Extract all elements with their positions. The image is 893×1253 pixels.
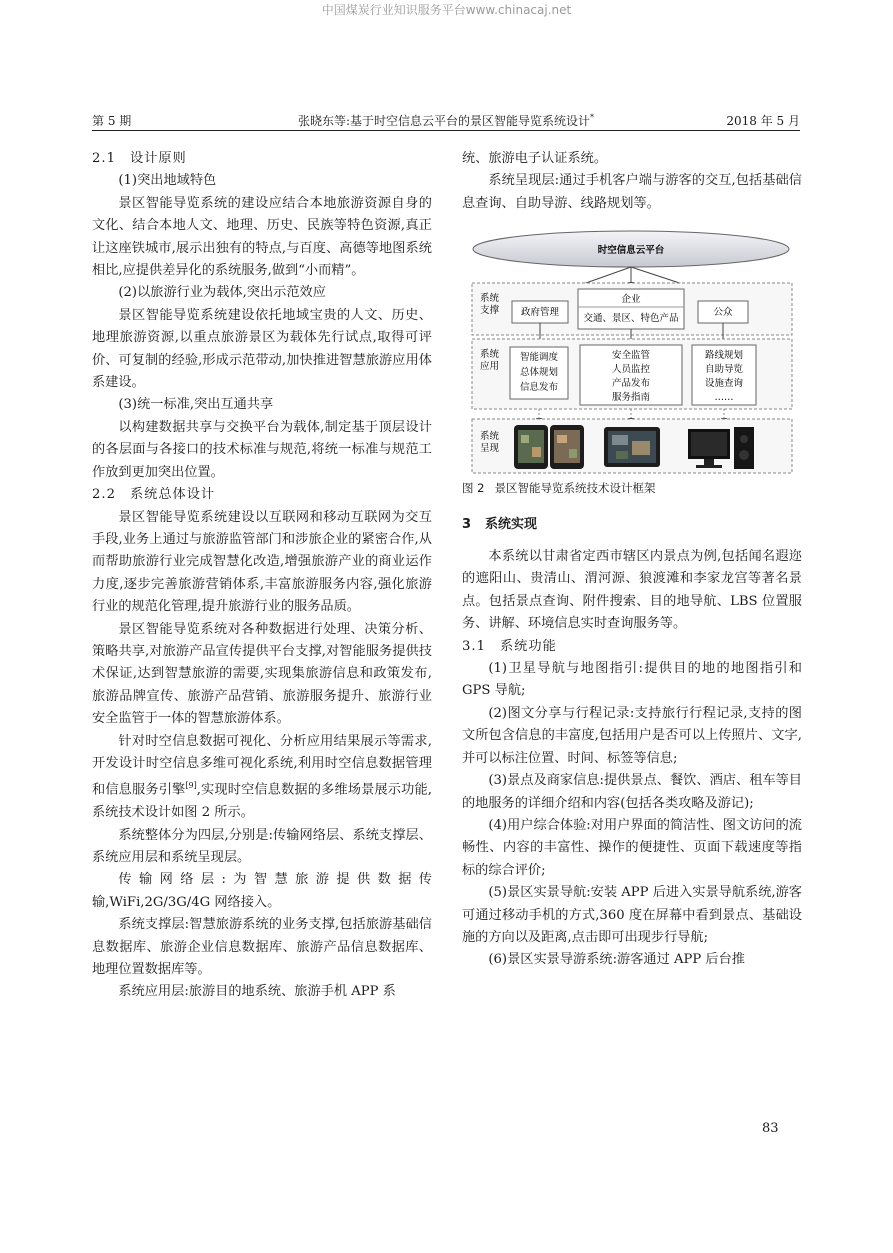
layer-label-support: 系统 xyxy=(480,293,500,305)
paragraph: (1)卫星导航与地图指引:提供目的地的地图指引和 GPS 导航; xyxy=(462,661,802,699)
layer-label-app: 应用 xyxy=(480,361,500,373)
app-item: 设施查询 xyxy=(704,378,744,390)
layer-label-support: 支撑 xyxy=(480,305,500,317)
paragraph: 景区智能导览系统建设依托地域宝贵的人文、历史、地理旅游资源,以重点旅游景区为载体先行试点,取得可评价、可复制的经验,形成示范带动,加快推进智慧旅游应用体系建设。 xyxy=(92,307,432,391)
app-item: 信息发布 xyxy=(519,382,559,394)
paragraph: (2)图文分享与行程记录:支持旅行行程记录,支持的图文所包含信息的丰富度,包括用户是否可以上传照片、文字,并可以标注位置、时间、标签等信息; xyxy=(462,705,802,766)
paragraph: 统、旅游电子认证系统。 xyxy=(462,151,608,166)
enterprise-sub-label: 交通、景区、特色产品 xyxy=(583,313,679,325)
cloud-label: 时空信息云平台 xyxy=(597,245,665,257)
section-heading: 2.2 系统总体设计 xyxy=(92,487,216,503)
paragraph: (1)突出地域特色 xyxy=(118,173,217,189)
tablet-image xyxy=(604,427,660,467)
gov-label: 政府管理 xyxy=(520,307,560,319)
app-item: …… xyxy=(714,392,734,404)
watermark: 中国煤炭行业知识服务平台www.chinacaj.net xyxy=(321,3,572,17)
paragraph: (6)景区实景导游系统:游客通过 APP 后台推 xyxy=(488,952,745,968)
app-item: 人员监控 xyxy=(611,364,651,376)
citation: [9] xyxy=(185,781,197,791)
enterprise-label: 企业 xyxy=(621,294,641,306)
paragraph: 景区智能导览系统对各种数据进行处理、决策分析、策略共享,对旅游产品宣传提供平台支撑,对智能服务提供技术保证,达到智慧旅游的需要,实现集旅游信息和政策发布,旅游品牌宣传、旅游产品营销、旅游服务提升、旅游行业安全监管于一体的智慧旅游体系。 xyxy=(92,621,432,727)
running-head xyxy=(92,112,800,130)
paragraph: (3)景点及商家信息:提供景点、餐饮、酒店、租车等目的地服务的详细介绍和内容(包括各类攻略及游记); xyxy=(462,773,802,811)
paragraph: (5)景区实景导航:安装 APP 后进入实景导航系统,游客可通过移动手机的方式,360 度在屏幕中看到景点、基础设施的方向以及距离,点击即可出现步行导航; xyxy=(462,885,802,945)
paragraph: 以构建数据共享与交换平台为载体,制定基于顶层设计的各层面与各接口的技术标准与规范,将统一标准与规范工作放到更加突出位置。 xyxy=(92,419,432,480)
section-heading: 2.1 设计原则 xyxy=(92,151,187,166)
app-item: 路线规划 xyxy=(704,350,744,362)
paragraph: 景区智能导览系统建设以互联网和移动互联网为交互手段,业务上通过与旅游监管部门和涉旅企业的紧密合作,从而帮助旅游行业完成智慧化改造,增强旅游产业的商业运作力度,逐步完善旅游营销体系,丰富旅游服务内容,强化旅游行业的规范化管理,提升旅游行业的服务品质。 xyxy=(92,509,432,615)
paragraph: 系统应用层:旅游目的地系统、旅游手机 APP 系 xyxy=(118,984,396,1000)
page-number: 83 xyxy=(762,1121,779,1136)
layer-label-present: 呈现 xyxy=(480,443,500,455)
paragraph: 针对时空信息数据可视化、分析应用结果展示等需求,开发设计时空信息多维可视化系统,利用时空信息数据管理和信息服务引擎[9],实现时空信息数据的多维场景展示功能,系统技术设计如图 2 所示。 xyxy=(92,733,432,821)
app-item: 安全监管 xyxy=(611,350,651,362)
paragraph: 系统整体分为四层,分别是:传输网络层、系统支撑层、系统应用层和系统呈现层。 xyxy=(92,827,432,865)
architecture-diagram xyxy=(466,229,796,477)
figure-caption: 图 2 景区智能导览系统技术设计框架 xyxy=(462,481,656,496)
app-item: 总体规划 xyxy=(519,367,559,379)
paragraph: 系统支撑层:智慧旅游系统的业务支撑,包括旅游基础信息数据库、旅游企业信息数据库、旅游产品信息数据库、地理位置数据库等。 xyxy=(92,917,432,978)
paragraph: 景区智能导览系统的建设应结合本地旅游资源自身的文化、结合本地人文、地理、历史、民族等特色资源,真正让这座铁城市,展示出独有的特点,与百度、高德等地图系统相比,应提供差异化的系统服务,做到“小而精”。 xyxy=(92,195,432,279)
layer-label-present: 系统 xyxy=(480,431,500,443)
paragraph: 本系统以甘肃省定西市辖区内景点为例,包括闻名遐迩的遮阳山、贵清山、渭河源、狼渡滩和李家龙宫等著名景点。包括景点查询、附件搜索、目的地导航、LBS 位置服务、讲解、环境信息实时查询服务等。 xyxy=(462,549,802,632)
paragraph: (4)用户综合体验:对用户界面的简洁性、图文访问的流畅性、内容的丰富性、操作的便捷性、页面下载速度等指标的综合评价; xyxy=(462,817,802,878)
paragraph: 传输网络层:为智慧旅游提供数据传输,WiFi,2G/3G/4G 网络接入。 xyxy=(92,872,432,910)
public-label: 公众 xyxy=(713,307,733,319)
paragraph: 系统呈现层:通过手机客户端与游客的交互,包括基础信息查询、自助导游、线路规划等。 xyxy=(462,173,802,211)
app-item: 智能调度 xyxy=(519,352,559,364)
publication-date: 2018 年 5 月 xyxy=(726,114,800,128)
right-column xyxy=(462,148,802,972)
header-rule xyxy=(92,130,800,131)
article-title: 张晓东等:基于时空信息云平台的景区智能导览系统设计* xyxy=(297,113,595,128)
app-item: 产品发布 xyxy=(611,378,651,390)
section-heading: 3.1 系统功能 xyxy=(462,638,557,654)
left-column xyxy=(92,148,432,1004)
app-item: 服务指南 xyxy=(611,392,651,404)
layer-label-app: 系统 xyxy=(480,349,500,361)
section-heading: 3 系统实现 xyxy=(462,516,538,532)
paragraph: (2)以旅游行业为载体,突出示范效应 xyxy=(118,285,326,301)
app-item: 自助导览 xyxy=(704,364,744,376)
issue-number: 第 5 期 xyxy=(92,114,132,128)
architecture-figure xyxy=(466,229,796,477)
paragraph: (3)统一标准,突出互通共享 xyxy=(118,397,274,413)
